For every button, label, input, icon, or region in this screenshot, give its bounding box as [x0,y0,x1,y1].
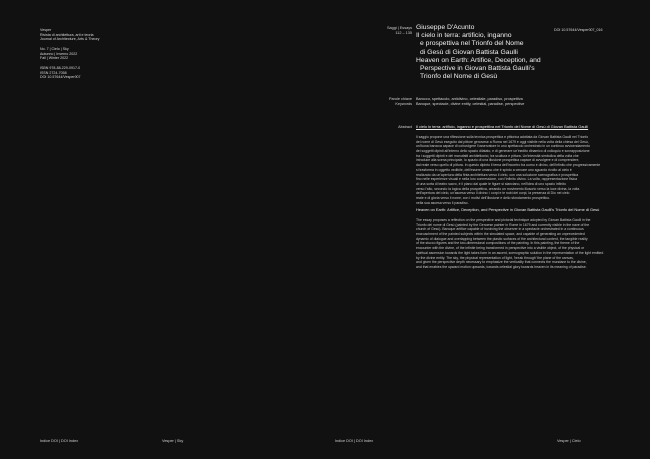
abstract-it-line: dell'apertura del cielo, un'ascesa verso il divino: i corpi e le nubi dei corpi, la presenza di Dio nel cielo [416,191,570,196]
abstract-it-line: verso l'alto, secondo la logica della prospettiva, creando un movimento illusorio verso la luce divina, la volta [416,186,580,191]
footer-section-right: Vesper | Cielo [557,439,581,443]
keywords-label-en: Keywords [395,101,412,106]
abstract-en-line: by the divine entity. The sky, the physical representation of light, 'break through' the plane of the canvas, [416,255,574,260]
abstract-it-line: fino nelle esperienze visuali e nella loro connessione, con l'infinito divino. La volta, rappresentazione fisica [416,177,577,182]
journal-doi: DOI 10.57644/Vesper007 [40,75,81,80]
article-author: Giuseppe D'Acunto [416,24,475,31]
issn: ISSN 2724-7058 [40,70,67,75]
right-page [325,0,650,459]
title-it-line-3: di Gesù di Giovan Battista Gaulli [420,48,518,56]
abstract-it-line: Il saggio propone una riflessione sulla tecnica prospettica e pittorica adottata da Giovan Battista Gaulli nel Trionfo [416,135,589,139]
journal-subtitle-en: Journal of Architecture, Arts & Theory [40,37,100,42]
title-en-line-3: Trionfo del Nome di Gesù [420,73,498,81]
keywords [416,97,524,106]
abstract-it-line: introduce alla scena principale, lo spazio di una illusione prospettica capace di avvolgere e di comprendere, [416,158,580,163]
footer-index-right: Indice DOI | DOI Index [335,439,374,443]
title-it-line-1: Il cielo in terra: artificio, inganno [416,32,512,40]
abstract-label: Abstract [398,125,412,129]
abstract-it-title: Il cielo in terra: artificio, inganno e prospettiva nel Trionfo del Nome di Gesù di Giovan Battista Gaulli [416,124,589,129]
abstract-en-line: spiritual ascension towards the light takes form in an ascent, scenographic solution in the representation of the light emitted [416,250,604,255]
abstract-en-body [416,218,629,270]
issue-info [40,47,77,61]
keywords-en: Baroque, spectacle, divine entity, celestial, paradise, perspective [416,101,525,106]
keywords-label-it: Parole chiave [388,97,412,101]
abstract-it-line: nella sua ascesa verso il paradiso. [416,200,469,205]
title-it-line-2: e prospettiva nel Trionfo del Nome [420,40,524,48]
journal-subtitle-it: Rivista di architettura, arti e teoria [40,32,94,37]
title-en-line-1: Heaven on Earth: Artifice, Deception, and [416,56,541,64]
abstract-en-line: and given the perspective depth necessary to emphasize the verticality that connects the mundane to the divine, [416,260,587,265]
abstract-en-line: dynamic of dialogue and overlapping between the plastic surfaces of the architectural content, the tangible reality [416,236,588,241]
abstract-it-line: dei soggetti dipinti all'interno dello spazio dilatato, e di generare un'inedito dinamico di colloquio e sovrapposizione [416,149,590,154]
abstract-it-line: tra i soggetti dipinti e dei manufatti architettonici, tra scultura e pittura. Un'intensità simbolica della volta che [416,153,579,158]
page-range: 112 – 135 [395,30,412,35]
abstract-it-line: si trasforma in oggetto vedibile, dell'essere umano che è spinto a cercare uno sguardo rivolto al cielo è [416,167,572,172]
abstract-it-line: reale e di gloria verso il nome, con i motivi dell'illusione e dello sfondamento prospettico. [416,195,551,200]
abstract-it-line: dal reale verso quello di pittura. In questo dipinto il tema dell'incontro tra uomo e divino, dell'infinito che progressivamente [416,163,601,168]
abstract-it-line: di una sorta di teatro sacro, è il piano dal quale le figure si slanciano, nell'idea di uno spazio infinito [416,181,566,186]
abstract-en-title: Heaven on Earth: Artifice, Deception, and Perspective in Giovan Battista Gaulli's Trionfo del Nome di Gesù [416,207,600,212]
identifiers [40,66,81,80]
abstract-it-line: realizzato da un'apertura della finta architettura verso il cielo, con una soluzione scenografica e prospettica [416,172,579,177]
section-name: Saggi | Essays [386,26,412,30]
abstract-it-line: un'ikona barocca capace di coinvolgere l'osservatore in uno spettacolo orchestrato in un continuo avvicendamento [416,144,590,149]
abstract-it-body [416,135,629,205]
abstract-it-line: del nome di Gesù eseguito dal pittore genovese a Roma nel 1679 e oggi visibile nella volta della chiesa del Gesù, [416,139,589,144]
footer-index-left: Indice DOI | DOI Index [40,439,79,443]
isbn: ISBN 978-88-229-0917-0 [40,66,81,70]
abstract-en-line: The essay proposes a reflection on the perspective and pictorial technique adopted by Giovan Battista Gaulli in the [416,218,591,222]
journal-masthead [40,28,99,42]
article-doi: DOI 10.57644/Vesper007_016 [554,28,603,32]
issue-number: No. 7 | Cielo | Sky [40,47,69,51]
abstract-en-line: church of Gesù). Baroque artifice capable of involving the observer in a spectacle orchestrated in a continuous [416,227,584,232]
abstract-en-line: encroachment of the painted subjects within the simulated space, and capable of generating an unprecedented [416,232,585,237]
journal-name: Vesper [40,28,52,32]
abstract-en-line: Trionfo del nome di Gesù (painted by the Genoese painter in Rome in 1679 and currently visible in the nave of the [416,222,590,227]
footer-section-left: Vesper | Sky [162,439,184,443]
section-label [387,26,412,35]
keywords-label [389,97,412,106]
issue-season-en: Fall | Winter 2022 [40,56,69,61]
abstract-en-line: of the stucco figures and the two-dimensional compositions of the painting. In this painting, the theme of the [416,241,580,246]
keywords-it: Barocco, spettacolo, antidivino, celestiale, paradiso, prospettiva [416,97,523,101]
issue-season-it: Autunno | Inverno 2022 [40,51,78,56]
abstract-en-line: encounter with the divine, of the infinite being transformed in perspective into a visible object, of the physical or [416,246,585,251]
title-en-line-2: Perspective in Giovan Battista Gaulli's [420,65,535,73]
article-title-block [416,24,541,81]
abstract-en-line: and that enables the upward motion upwards, towards celestial glory towards heaven in its meaning of paradise. [416,264,587,269]
